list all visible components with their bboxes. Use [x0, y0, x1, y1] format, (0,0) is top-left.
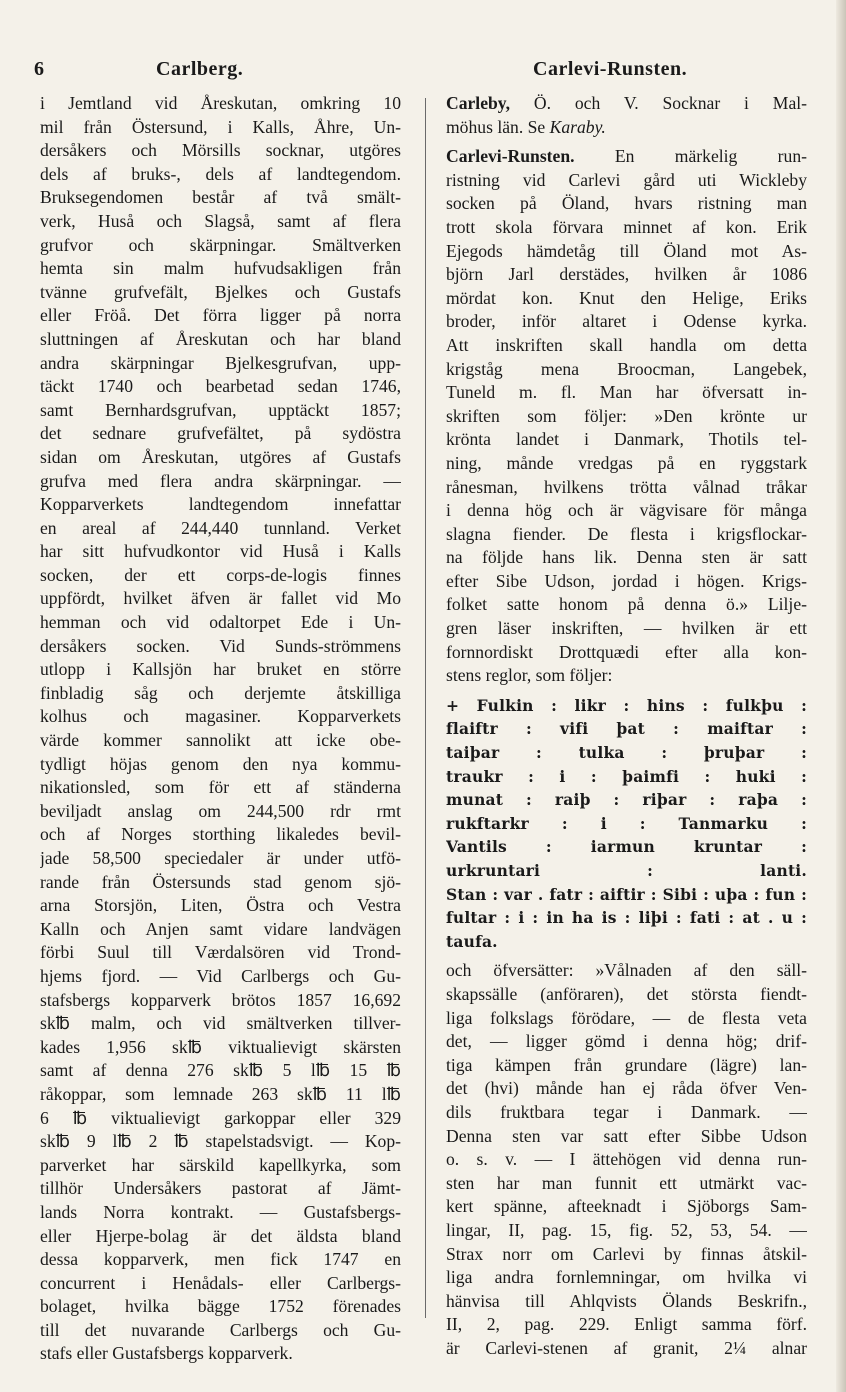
- text-line: förbi Suul till Værdalsören vid Trond-: [40, 942, 401, 963]
- text-line: råkoppar, som lemnade 263 sk℔ 11 l℔: [40, 1083, 401, 1104]
- translation-line: skapssälle (anföraren), det största fiendt-: [446, 983, 807, 1004]
- translation-line: sten har man funnit ett utmärkt vac-: [446, 1172, 807, 1193]
- text-line: och af Norges storthing likaledes bevil-: [40, 824, 401, 845]
- text-line: verk, Huså och Slagså, samt af flera: [40, 210, 401, 231]
- entry-runsten-line: gren läser inskriften, — hvilken är ett: [446, 618, 807, 639]
- transliteration-line: traukr : i : þaimfi : huki :: [446, 766, 807, 786]
- entry-runsten-line: trott skola förvara minnet af kon. Erik: [446, 216, 807, 237]
- text-line: täckt 1740 och bearbetad sedan 1746,: [40, 376, 401, 397]
- entry-runsten-line: Att inskriften skall handla om detta: [446, 334, 807, 355]
- text-line: parverket har särskild kapellkyrka, som: [40, 1154, 401, 1175]
- entry-runsten-headword: Carlevi-Runsten.: [446, 146, 575, 167]
- text-line: samt af denna 276 sk℔ 5 l℔ 15 ℔: [40, 1060, 401, 1081]
- text-line: finbladig såg och derjemte åtskilliga: [40, 682, 401, 703]
- text-line: tillhör Undersåkers pastorat af Jämt-: [40, 1178, 401, 1199]
- text-line: dessa kopparverk, men fick 1747 en: [40, 1249, 401, 1270]
- entry-runsten-line: mördat kon. Knut den Helige, Eriks: [446, 287, 807, 308]
- text-line: beviljadt anslag om 244,500 rdr rmt: [40, 800, 401, 821]
- text-line: sk℔ malm, och vid smältverken tillver-: [40, 1013, 401, 1034]
- entry-runsten-line: ning, månde vredgas på en ryggstark: [446, 452, 807, 473]
- translation-line: Strax norr om Carlevi by finnas åtskil-: [446, 1243, 807, 1264]
- text-line: socken, der ett corps-de-logis finnes: [40, 564, 401, 585]
- translation-line: dils fruktbara tegar i Danmark. —: [446, 1101, 807, 1122]
- text-line: hemman och vid odaltorpet Ede i Un-: [40, 612, 401, 633]
- entry-runsten-line: ristning vid Carlevi gård uti Wickleby: [446, 169, 807, 190]
- text-line: lands Norra kontrakt. — Gustafsbergs-: [40, 1201, 401, 1222]
- text-line: 6 ℔ viktualievigt garkoppar eller 329: [40, 1107, 401, 1128]
- text-line: grufva med flera andra skärpningar. —: [40, 470, 401, 491]
- entry-runsten-line: efter Sibe Udson, jordad i högen. Krigs-: [446, 570, 807, 591]
- transliteration-line: taiþar : tulka : þruþar :: [446, 743, 807, 763]
- text-line: kades 1,956 sk℔ viktualievigt skärsten: [40, 1036, 401, 1057]
- text-line: tvänne grufvefält, Bjelkes och Gustafs: [40, 281, 401, 302]
- entry-runsten-line: broder, inför altaret i Odense kyrka.: [446, 311, 807, 332]
- translation-line: kert spänne, afteeknadt i Sjöborgs Sam-: [446, 1196, 807, 1217]
- text-line: dels af bruks-, dels af landtegendom.: [40, 163, 401, 184]
- translation-line: det (hvi) månde han ej råda öfver Ven-: [446, 1078, 807, 1099]
- text-line: uppfördt, hvilket äfven är fallet vid Mo: [40, 588, 401, 609]
- text-line: sk℔ 9 l℔ 2 ℔ stapelstadsvigt. — Kop-: [40, 1131, 401, 1152]
- text-line: eller Fröå. Det förra ligger på norra: [40, 305, 401, 326]
- entry-runsten-line: Ejegods hämdetåg till Öland mot As-: [446, 240, 807, 261]
- text-line: utlopp i Kallsjön har bruket en större: [40, 659, 401, 680]
- translation-line: hänvisa till Ahlqvists Ölands Beskrifn.,: [446, 1290, 807, 1311]
- inscription-translation: [446, 959, 807, 1360]
- text-line: Kalln och Anjen samt vidare landvägen: [40, 918, 401, 939]
- column-divider: [425, 98, 426, 1318]
- entry-runsten-line: Tuneld m. fl. Man har öfversatt in-: [446, 382, 807, 403]
- translation-line: Denna sten var satt efter Sibbe Udson: [446, 1125, 807, 1146]
- text-line: en areal af 244,440 tunnland. Verket: [40, 517, 401, 538]
- text-line: arna Storsjön, Liten, Östra och Vestra: [40, 895, 401, 916]
- text-line: dersåkers socken. Vid Sunds-strömmens: [40, 635, 401, 656]
- entry-carleby-line: [446, 92, 807, 116]
- entry-runsten-line: skriften som följer: »Den krönte ur: [446, 405, 807, 426]
- text-line: samt Bernhardsgrufvan, upptäckt 1857;: [40, 399, 401, 420]
- entry-carleby-text: Ö. och V. Socknar i Mal-: [510, 93, 807, 113]
- translation-line: II, 2, pag. 229. Enligt samma förf.: [446, 1314, 807, 1335]
- text-line: sidan om Åreskutan, utgöres af Gustafs: [40, 446, 401, 467]
- text-line: rande från Östersunds stad genom sjö-: [40, 871, 401, 892]
- text-line: nikationsled, som för ett af ständerna: [40, 777, 401, 798]
- transliteration-line: urkruntari : lanti.: [446, 861, 807, 880]
- translation-line: det, — ligger gömd i denna hög; drif-: [446, 1031, 807, 1052]
- text-line: sluttningen af Åreskutan och har bland: [40, 328, 401, 349]
- translation-line: lingar, II, pag. 15, fig. 52, 53, 54. —: [446, 1219, 807, 1240]
- entry-runsten-line: folket satte honom på denna ö.» Lilje-: [446, 594, 807, 615]
- text-line: Kopparverkets landtegendom innefattar: [40, 494, 401, 515]
- entry-runsten-line: fornnordiskt Drottquædi efter alla kon-: [446, 641, 807, 662]
- running-head-left: Carlberg.: [156, 58, 244, 80]
- left-column: [40, 92, 401, 1366]
- text-line: har sitt hufvudkontor vid Huså i Kalls: [40, 541, 401, 562]
- transliteration-line: fultar : i : in ha is : liþi : fati : at . u :: [446, 908, 807, 928]
- text-line: hemta sin malm hufvudsakligen från: [40, 258, 401, 279]
- entry-runsten-text: En märkelig run-: [574, 146, 807, 167]
- text-line: jade 58,500 speciedaler är under utfö-: [40, 848, 401, 868]
- entry-runsten-line: i denna hög och är vägvisare för många: [446, 500, 807, 521]
- entry-runsten-line: rånesman, hvilkens trötta vålnad tråkar: [446, 476, 807, 497]
- transliteration-line: Vantils : iarmun kruntar :: [446, 837, 807, 857]
- text-line: dersåkers och Mörsills socknar, utgöres: [40, 140, 401, 161]
- entry-runsten-line: björn Jarl derstädes, hvilken år 1086: [446, 264, 807, 285]
- text-line: hjems fjord. — Vid Carlbergs och Gu-: [40, 965, 401, 986]
- translation-line: är Carlevi-stenen af granit, 2¼ alnar: [446, 1337, 807, 1358]
- translation-line: tiga kämpen från grundare (lägre) lan-: [446, 1054, 807, 1075]
- entry-runsten-body: [446, 169, 807, 688]
- text-line: stafs eller Gustafsbergs kopparverk.: [40, 1343, 293, 1364]
- entry-carleby-headword: Carleby,: [446, 93, 511, 113]
- entry-runsten-line: stens reglor, som följer:: [446, 665, 613, 686]
- translation-line: o. s. v. — I ättehögen vid denna run-: [446, 1149, 807, 1170]
- right-column: [446, 92, 807, 1360]
- text-line: grufvor och skärpningar. Smältverken: [40, 234, 401, 255]
- entry-runsten-line: [446, 145, 807, 169]
- entry-runsten-line: krigståg mena Broocman, Langebek,: [446, 358, 807, 379]
- text-line: eller Hjerpe-bolag är det äldsta bland: [40, 1225, 401, 1246]
- page-header: [0, 58, 846, 88]
- text-line: andra skärpningar Bjelkesgrufvan, upp-: [40, 352, 401, 373]
- entry-carleby-line: möhus län. Se Karaby.: [446, 116, 606, 137]
- text-line: stafsbergs kopparverk brötos 1857 16,692: [40, 989, 401, 1010]
- transliteration-line: munat : raiþ : riþar : raþa :: [446, 790, 807, 810]
- translation-line: och öfversätter: »Vålnaden af den säll-: [446, 960, 807, 981]
- translation-line: liga folkslags förödare, — de flesta veta: [446, 1007, 807, 1028]
- text-line: kolhus och magasiner. Kopparverkets: [40, 706, 401, 727]
- page-number: 6: [34, 58, 44, 80]
- transliteration-line: flaiftr : vifi þat : maiftar :: [446, 719, 807, 739]
- text-line: värde kommer sannolikt att icke obe-: [40, 730, 401, 751]
- text-line: det sednare grufvefältet, på sydöstra: [40, 423, 401, 444]
- text-line: concurrent i Henådals- eller Carlbergs-: [40, 1272, 401, 1293]
- entry-runsten-line: socken på Öland, hvars ristning man: [446, 193, 807, 214]
- transliteration-line: + Fulkin : likr : hins : fulkþu :: [446, 695, 807, 715]
- text-line: Bruksegendomen består af två smält-: [40, 187, 401, 208]
- transliteration-line: rukftarkr : i : Tanmarku :: [446, 813, 807, 833]
- running-head-right: Carlevi-Runsten.: [533, 58, 688, 80]
- entry-runsten-line: na följde hans lik. Denna sten är satt: [446, 547, 807, 568]
- text-line: tydligt höjas genom den nya kommu-: [40, 753, 401, 774]
- entry-runsten-line: slagna fiender. De flesta i krigsflockar-: [446, 523, 807, 544]
- entry-runsten-line: krönta landet i Danmark, Thotils tel-: [446, 429, 807, 450]
- transliteration-line: Stan : var . fatr : aiftir : Sibi : uþa : fun :: [446, 884, 807, 904]
- transliteration-line: taufa.: [446, 931, 498, 951]
- runic-transliteration: [446, 694, 807, 954]
- text-line: i Jemtland vid Åreskutan, omkring 10: [40, 93, 401, 113]
- translation-line: liga andra fornlemningar, om hvilka vi: [446, 1267, 807, 1288]
- text-line: mil från Östersund, i Kalls, Åhre, Un-: [40, 116, 401, 137]
- text-line: bolaget, hvilka bägge 1752 förenades: [40, 1296, 401, 1317]
- text-line: till det nuvarande Carlbergs och Gu-: [40, 1319, 401, 1340]
- page-edge-shadow: [836, 0, 846, 1392]
